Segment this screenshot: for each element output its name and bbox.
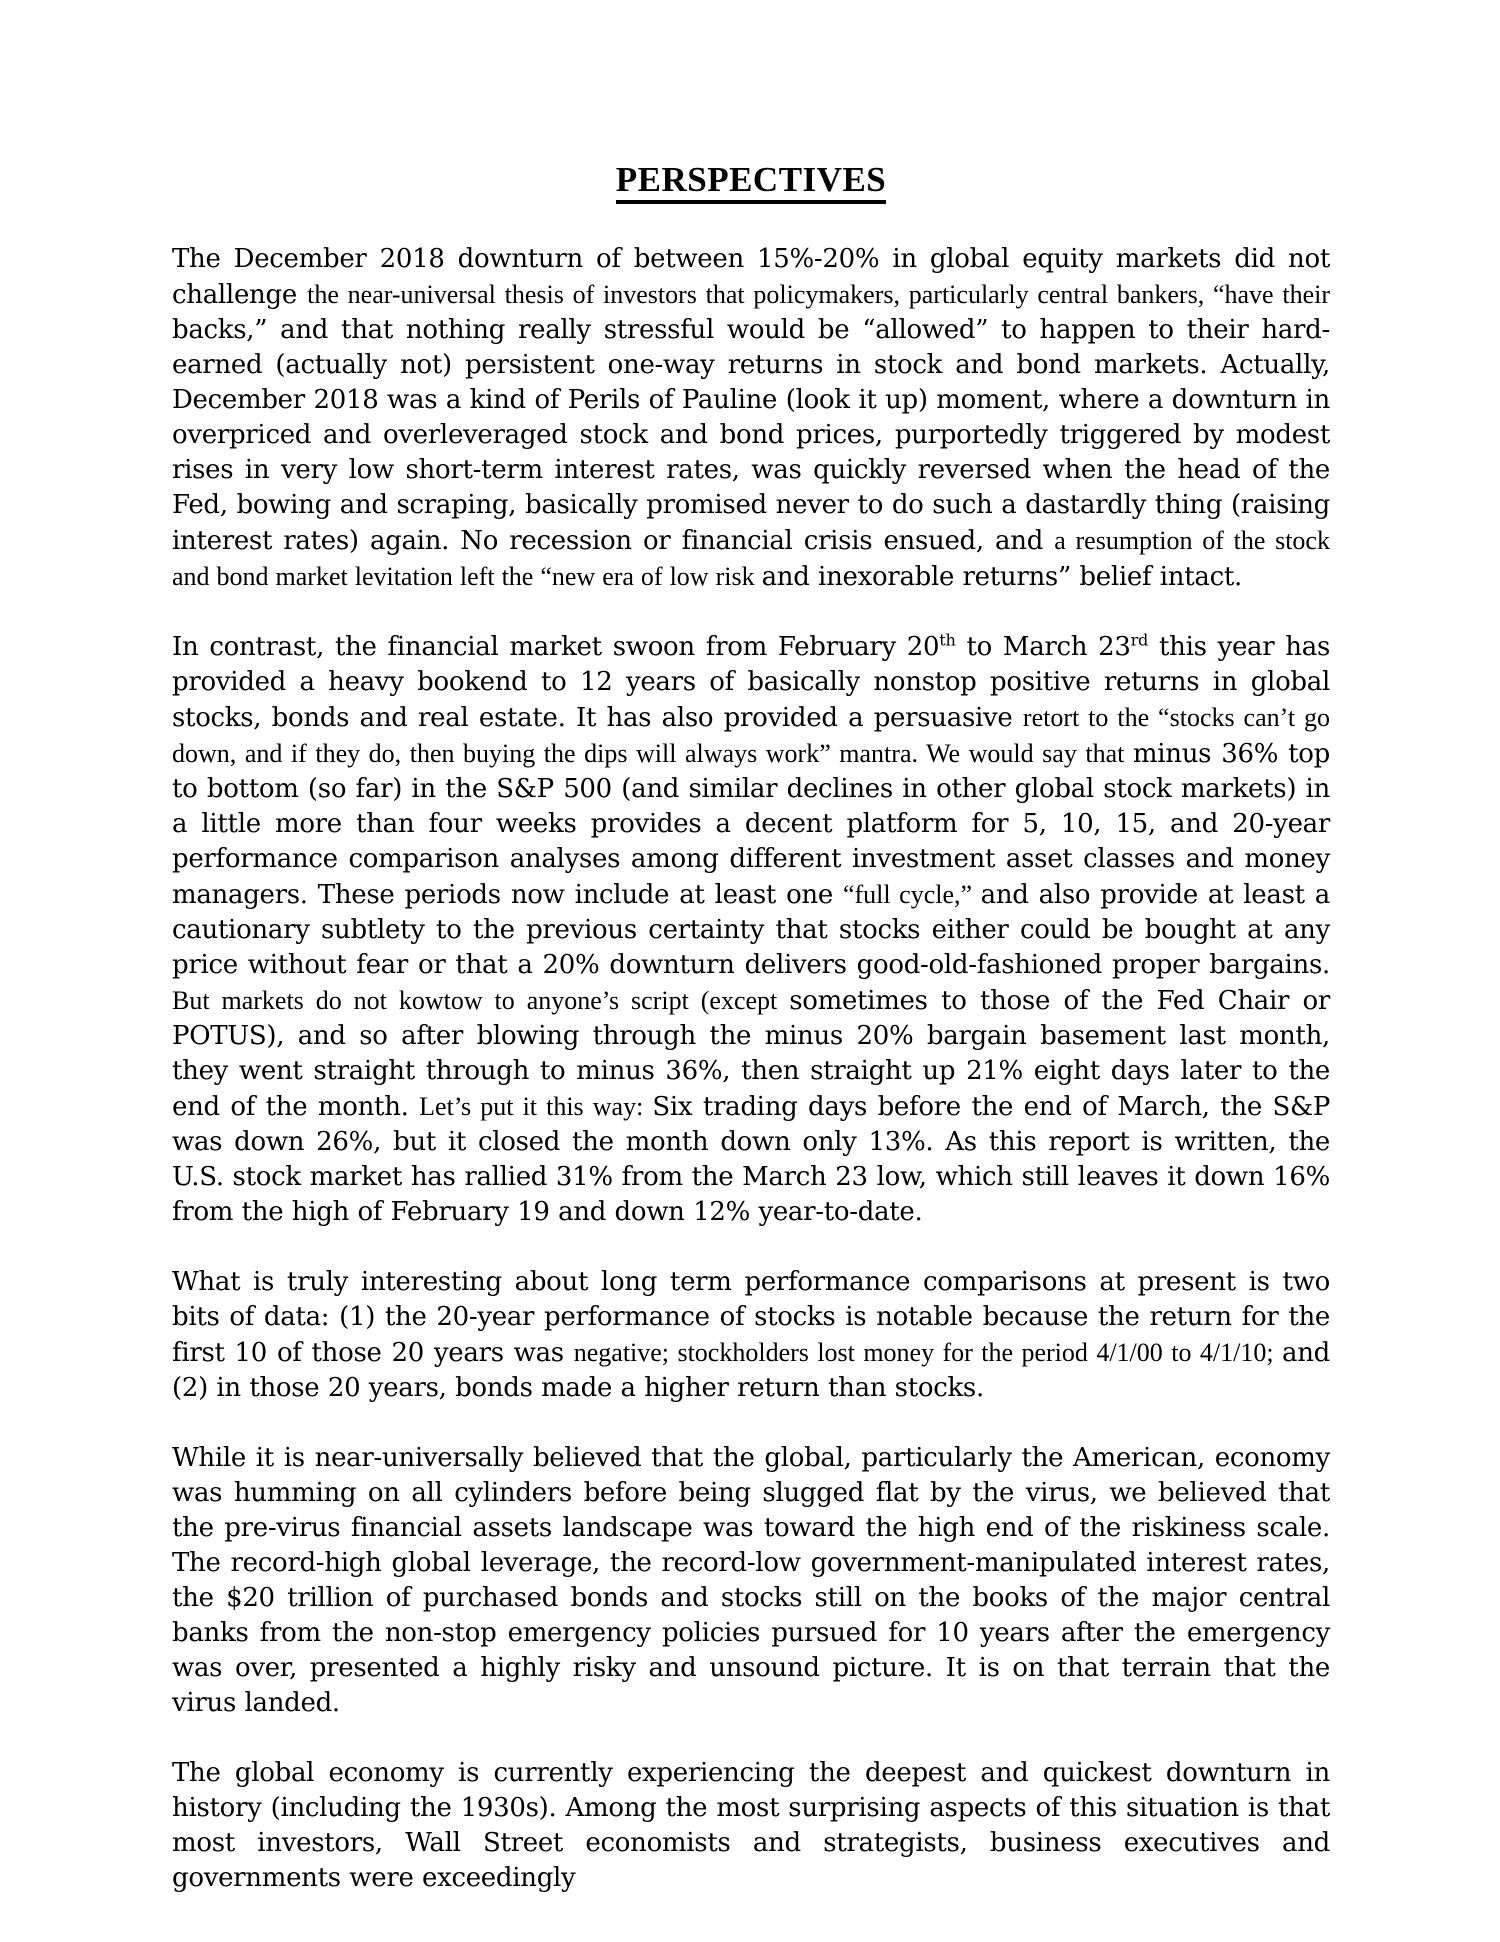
text-segment: The December 2018 downturn of between 15%-20% in global equity markets did not challenge: [172, 244, 1330, 310]
superscript-ordinal: th: [939, 630, 956, 650]
superscript-ordinal: rd: [1130, 630, 1149, 650]
text-segment: a resumption of the stock and bond market levitation left the “new era of low risk: [172, 526, 1330, 591]
text-segment: and also provide at least a cautionary subtlety to the previous certainty that stocks either could be bought at any price without fear or that a 20% downturn delivers good-old-fashioned proper bargains.: [172, 880, 1330, 980]
document-body: [172, 242, 1330, 1896]
text-segment: sometimes to those of the Fed Chair or POTUS), and so after blowing through the minus 20% bargain basement last month, they went straight through to minus 36%, then straight up 21% eight days later to the end of the month.: [172, 986, 1331, 1122]
paragraph-1: [172, 242, 1330, 595]
text-segment: “full cycle,”: [842, 880, 981, 909]
text-segment: Let’s put it this way:: [419, 1092, 653, 1121]
paragraph-3: [172, 1265, 1330, 1406]
text-segment: and inexorable returns” belief intact.: [761, 562, 1242, 592]
text-segment: and (2) in those 20 years, bonds made a higher return than stocks.: [172, 1338, 1330, 1403]
text-segment: But markets do not kowtow to anyone’s script (except: [172, 986, 790, 1015]
text-segment: the near-universal thesis of investors that policymakers, particularly central bankers, “have their: [307, 280, 1330, 309]
text-segment: In contrast, the financial market swoon from February 20: [172, 632, 940, 662]
text-segment: While it is near-universally believed that the global, particularly the American, economy was humming on all cylinders before being slugged flat by the virus, we believed that the pre-virus financial assets landscape was toward the high end of the riskiness scale. The record-high global leverage, the record-low government-manipulated interest rates, the $20 trillion of purchased bonds and stocks still on the books of the major central banks from the non-stop emergency policies pursued for 10 years after the emergency was over, presented a highly risky and unsound picture. It is on that terrain that the virus landed.: [172, 1443, 1330, 1718]
text-segment: What is truly interesting about long term performance comparisons at present is two bits of data: (1) the 20-year performance of stocks is notable because the return for the first 10 of those 20 years was: [172, 1267, 1330, 1368]
page-title: [172, 160, 1330, 200]
text-segment: The global economy is currently experiencing the deepest and quickest downturn in history (including the 1930s). Among the most surprising aspects of this situation is that most investors, Wall Street economists and strategists, business executives and governments were exceedingly: [172, 1758, 1330, 1893]
page-title-text: PERSPECTIVES: [616, 160, 887, 204]
paragraph-5: [172, 1756, 1330, 1896]
paragraph-4: [172, 1441, 1330, 1721]
text-segment: minus 36% top to bottom (so far) in the S&P 500 (and similar declines in other global stock markets) in a little more than four weeks provides a decent platform for 5, 10, 15, and 20-year performance comparison analyses among different investment asset classes and money managers. These periods now include at least one: [172, 739, 1330, 910]
text-segment: Six trading days before the end of March, the S&P was down 26%, but it closed the month down only 13%. As this report is written, the U.S. stock market has rallied 31% from the March 23 low, which still leaves it down 16% from the high of February 19 and down 12% year-to-date.: [172, 1092, 1331, 1227]
text-segment: to March 23: [955, 632, 1131, 662]
document-content: [172, 160, 1330, 1896]
paragraph-2: [172, 630, 1330, 1230]
text-segment: retort to the “stocks can’t go down, and if they do, then buying the dips will always work” mantra. We would say that: [172, 703, 1330, 768]
text-segment: negative; stockholders lost money for the period 4/1/00 to 4/1/10;: [573, 1338, 1282, 1367]
text-segment: this year has provided a heavy bookend to 12 years of basically nonstop positive returns in global stocks, bonds and real estate. It has also provided a persuasive: [172, 632, 1330, 733]
text-segment: backs,” and that nothing really stressful would be “allowed” to happen to their hard-earned (actually not) persistent one-way returns in stock and bond markets. Actually, December 2018 was a kind of Perils of Pauline (look it up) moment, where a downturn in overpriced and overleveraged stock and bond prices, purportedly triggered by modest rises in very low short-term interest rates, was quickly reversed when the head of the Fed, bowing and scraping, basically promised never to do such a dastardly thing (raising interest rates) again. No recession or financial crisis ensued, and: [172, 315, 1330, 556]
